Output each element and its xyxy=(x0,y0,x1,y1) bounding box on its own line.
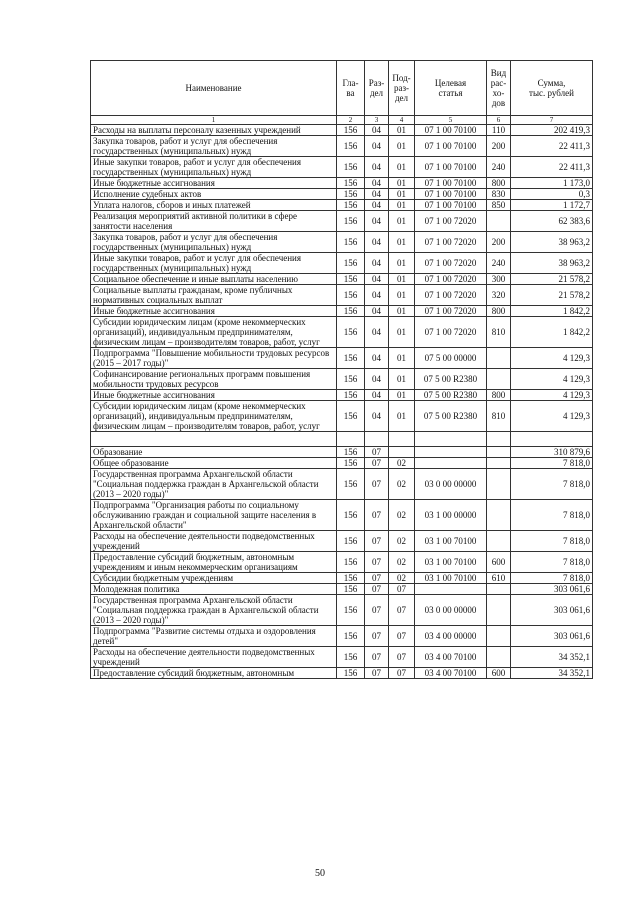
header-subsection: Под- раз- дел xyxy=(389,61,415,116)
header-name: Наименование xyxy=(91,61,337,116)
cell-chapter: 156 xyxy=(337,584,365,595)
cell-expense-type: 110 xyxy=(487,125,511,136)
cell-sum: 62 383,6 xyxy=(511,211,593,232)
cell-chapter: 156 xyxy=(337,647,365,668)
page-number: 50 xyxy=(315,868,325,879)
cell-sum: 1 172,7 xyxy=(511,200,593,211)
cell-chapter: 156 xyxy=(337,211,365,232)
cell-name: Подпрограмма "Развитие системы отдыха и оздоровления детей" xyxy=(91,626,337,647)
column-number: 1 xyxy=(91,116,337,125)
header-chapter: Гла- ва xyxy=(337,61,365,116)
cell-section: 04 xyxy=(365,211,389,232)
table-row xyxy=(91,274,593,285)
cell-target-article: 03 1 00 70100 xyxy=(415,573,487,584)
table-row xyxy=(91,390,593,401)
cell-subsection: 01 xyxy=(389,369,415,390)
cell-sum: 21 578,2 xyxy=(511,274,593,285)
cell-expense-type xyxy=(487,447,511,458)
cell-name: Исполнение судебных актов xyxy=(91,189,337,200)
cell-chapter: 156 xyxy=(337,274,365,285)
column-number-row xyxy=(91,116,593,125)
cell-sum: 7 818,0 xyxy=(511,552,593,573)
table-row xyxy=(91,595,593,626)
cell-name: Предоставление субсидий бюджетным, автономным учреждениям и иным некоммерческим организациям xyxy=(91,552,337,573)
cell-section: 04 xyxy=(365,348,389,369)
cell-target-article: 03 4 00 70100 xyxy=(415,647,487,668)
cell-expense-type xyxy=(487,500,511,531)
cell-subsection: 07 xyxy=(389,626,415,647)
table-row xyxy=(91,647,593,668)
cell-section: 04 xyxy=(365,125,389,136)
cell-name: Уплата налогов, сборов и иных платежей xyxy=(91,200,337,211)
cell-section: 04 xyxy=(365,157,389,178)
cell-sum: 1 842,2 xyxy=(511,306,593,317)
cell-expense-type: 600 xyxy=(487,668,511,679)
cell-sum: 7 818,0 xyxy=(511,458,593,469)
cell-subsection: 01 xyxy=(389,211,415,232)
cell-target-article xyxy=(415,584,487,595)
cell-sum: 34 352,1 xyxy=(511,647,593,668)
cell-expense-type: 830 xyxy=(487,189,511,200)
table-row xyxy=(91,200,593,211)
cell-subsection: 02 xyxy=(389,469,415,500)
cell-chapter: 156 xyxy=(337,401,365,432)
cell-name: Иные закупки товаров, работ и услуг для обеспечения государственных (муниципальных) нужд xyxy=(91,157,337,178)
cell-subsection: 07 xyxy=(389,584,415,595)
cell-name: Субсидии юридическим лицам (кроме некоммерческих организаций), индивидуальным предпринимателям, физическим лицам – производителям товаров, работ, услуг xyxy=(91,401,337,432)
cell-subsection xyxy=(389,447,415,458)
cell-section: 04 xyxy=(365,401,389,432)
table-row xyxy=(91,157,593,178)
cell-chapter: 156 xyxy=(337,390,365,401)
column-number: 6 xyxy=(487,116,511,125)
cell-target-article: 07 1 00 72020 xyxy=(415,317,487,348)
cell-sum: 38 963,2 xyxy=(511,232,593,253)
cell-name: Субсидии юридическим лицам (кроме некоммерческих организаций), индивидуальным предпринимателям, физическим лицам – производителям товаров, работ, услуг xyxy=(91,317,337,348)
cell-target-article: 07 5 00 00000 xyxy=(415,348,487,369)
cell-sum: 4 129,3 xyxy=(511,401,593,432)
budget-table xyxy=(90,60,593,679)
table-row xyxy=(91,552,593,573)
cell-target-article: 07 1 00 72020 xyxy=(415,232,487,253)
cell-target-article: 07 1 00 72020 xyxy=(415,211,487,232)
cell-expense-type xyxy=(487,647,511,668)
header-row xyxy=(91,61,593,116)
cell-sum: 303 061,6 xyxy=(511,584,593,595)
cell-expense-type: 240 xyxy=(487,253,511,274)
cell-section: 07 xyxy=(365,552,389,573)
cell-chapter: 156 xyxy=(337,469,365,500)
table-row xyxy=(91,447,593,458)
cell-sum: 1 173,0 xyxy=(511,178,593,189)
blank-row xyxy=(91,432,593,447)
cell-name: Общее образование xyxy=(91,458,337,469)
cell-chapter: 156 xyxy=(337,531,365,552)
cell-target-article: 07 5 00 R2380 xyxy=(415,369,487,390)
cell-chapter: 156 xyxy=(337,552,365,573)
cell-chapter: 156 xyxy=(337,232,365,253)
table-row xyxy=(91,189,593,200)
cell-name: Софинансирование региональных программ повышения мобильности трудовых ресурсов xyxy=(91,369,337,390)
header-sum: Сумма, тыс. рублей xyxy=(511,61,593,116)
cell-name: Иные закупки товаров, работ и услуг для обеспечения государственных (муниципальных) нужд xyxy=(91,253,337,274)
cell-sum: 7 818,0 xyxy=(511,531,593,552)
table-row xyxy=(91,178,593,189)
cell-expense-type xyxy=(487,369,511,390)
table-row xyxy=(91,136,593,157)
cell-section: 04 xyxy=(365,285,389,306)
cell-name: Образование xyxy=(91,447,337,458)
cell-expense-type xyxy=(487,432,511,447)
cell-target-article: 07 1 00 72020 xyxy=(415,274,487,285)
cell-target-article: 03 4 00 70100 xyxy=(415,668,487,679)
cell-section: 04 xyxy=(365,232,389,253)
cell-name: Закупка товаров, работ и услуг для обеспечения государственных (муниципальных) нужд xyxy=(91,232,337,253)
table-row xyxy=(91,401,593,432)
cell-chapter: 156 xyxy=(337,178,365,189)
table-row xyxy=(91,253,593,274)
cell-section: 04 xyxy=(365,306,389,317)
cell-subsection: 01 xyxy=(389,317,415,348)
cell-expense-type: 800 xyxy=(487,178,511,189)
cell-expense-type: 800 xyxy=(487,390,511,401)
header-expense-type: Вид рас- хо- дов xyxy=(487,61,511,116)
cell-sum: 21 578,2 xyxy=(511,285,593,306)
cell-subsection: 07 xyxy=(389,647,415,668)
cell-target-article: 07 1 00 72020 xyxy=(415,253,487,274)
cell-subsection: 07 xyxy=(389,668,415,679)
table-body xyxy=(91,125,593,679)
cell-target-article: 03 0 00 00000 xyxy=(415,595,487,626)
cell-expense-type: 240 xyxy=(487,157,511,178)
cell-target-article: 07 5 00 R2380 xyxy=(415,401,487,432)
cell-target-article: 07 1 00 72020 xyxy=(415,285,487,306)
cell-subsection: 01 xyxy=(389,136,415,157)
cell-chapter: 156 xyxy=(337,306,365,317)
table-row xyxy=(91,458,593,469)
cell-sum: 4 129,3 xyxy=(511,348,593,369)
cell-section: 07 xyxy=(365,668,389,679)
cell-sum: 202 419,3 xyxy=(511,125,593,136)
cell-name: Иные бюджетные ассигнования xyxy=(91,178,337,189)
cell-sum: 22 411,3 xyxy=(511,157,593,178)
cell-chapter xyxy=(337,432,365,447)
cell-subsection: 01 xyxy=(389,401,415,432)
cell-sum: 0,3 xyxy=(511,189,593,200)
cell-name: Молодежная политика xyxy=(91,584,337,595)
cell-target-article: 07 1 00 72020 xyxy=(415,306,487,317)
cell-chapter: 156 xyxy=(337,285,365,306)
cell-sum: 303 061,6 xyxy=(511,626,593,647)
table-row xyxy=(91,500,593,531)
cell-target-article: 07 1 00 70100 xyxy=(415,157,487,178)
cell-section xyxy=(365,432,389,447)
cell-section: 04 xyxy=(365,369,389,390)
cell-expense-type xyxy=(487,469,511,500)
cell-section: 07 xyxy=(365,469,389,500)
cell-chapter: 156 xyxy=(337,369,365,390)
cell-section: 04 xyxy=(365,200,389,211)
cell-sum: 1 842,2 xyxy=(511,317,593,348)
cell-subsection: 01 xyxy=(389,390,415,401)
cell-section: 07 xyxy=(365,531,389,552)
cell-expense-type: 810 xyxy=(487,401,511,432)
column-number: 3 xyxy=(365,116,389,125)
cell-target-article: 07 1 00 70100 xyxy=(415,136,487,157)
cell-sum: 7 818,0 xyxy=(511,469,593,500)
cell-name: Иные бюджетные ассигнования xyxy=(91,390,337,401)
cell-target-article xyxy=(415,458,487,469)
table-row xyxy=(91,348,593,369)
cell-section: 04 xyxy=(365,274,389,285)
cell-expense-type xyxy=(487,595,511,626)
cell-expense-type: 300 xyxy=(487,274,511,285)
column-number: 5 xyxy=(415,116,487,125)
cell-subsection: 01 xyxy=(389,253,415,274)
table-row xyxy=(91,306,593,317)
cell-chapter: 156 xyxy=(337,668,365,679)
cell-name: Иные бюджетные ассигнования xyxy=(91,306,337,317)
cell-name: Государственная программа Архангельской области "Социальная поддержка граждан в Архангельской области (2013 – 2020 годы)" xyxy=(91,469,337,500)
cell-subsection: 01 xyxy=(389,306,415,317)
cell-chapter: 156 xyxy=(337,136,365,157)
cell-subsection: 02 xyxy=(389,531,415,552)
cell-sum: 34 352,1 xyxy=(511,668,593,679)
cell-subsection: 02 xyxy=(389,458,415,469)
cell-section: 07 xyxy=(365,447,389,458)
table-row xyxy=(91,469,593,500)
cell-name: Расходы на выплаты персоналу казенных учреждений xyxy=(91,125,337,136)
cell-expense-type: 850 xyxy=(487,200,511,211)
cell-target-article: 03 1 00 00000 xyxy=(415,500,487,531)
table-row xyxy=(91,584,593,595)
cell-sum: 38 963,2 xyxy=(511,253,593,274)
cell-expense-type: 800 xyxy=(487,306,511,317)
cell-subsection: 01 xyxy=(389,200,415,211)
cell-subsection: 02 xyxy=(389,573,415,584)
cell-chapter: 156 xyxy=(337,253,365,274)
cell-expense-type: 610 xyxy=(487,573,511,584)
cell-chapter: 156 xyxy=(337,348,365,369)
cell-subsection: 01 xyxy=(389,157,415,178)
cell-target-article: 07 1 00 70100 xyxy=(415,189,487,200)
cell-section: 07 xyxy=(365,584,389,595)
header-target-article: Целевая статья xyxy=(415,61,487,116)
cell-sum: 4 129,3 xyxy=(511,369,593,390)
cell-name: Социальное обеспечение и иные выплаты населению xyxy=(91,274,337,285)
header-section: Раз- дел xyxy=(365,61,389,116)
cell-target-article: 03 4 00 00000 xyxy=(415,626,487,647)
cell-subsection: 01 xyxy=(389,348,415,369)
cell-chapter: 156 xyxy=(337,447,365,458)
cell-name: Государственная программа Архангельской области "Социальная поддержка граждан в Архангельской области (2013 – 2020 годы)" xyxy=(91,595,337,626)
cell-subsection: 01 xyxy=(389,232,415,253)
cell-name: Расходы на обеспечение деятельности подведомственных учреждений xyxy=(91,647,337,668)
table-row xyxy=(91,285,593,306)
cell-target-article xyxy=(415,432,487,447)
cell-name: Реализация мероприятий активной политики в сфере занятости населения xyxy=(91,211,337,232)
table-row xyxy=(91,211,593,232)
cell-expense-type xyxy=(487,531,511,552)
cell-target-article: 03 0 00 00000 xyxy=(415,469,487,500)
cell-expense-type: 200 xyxy=(487,232,511,253)
cell-expense-type: 810 xyxy=(487,317,511,348)
cell-subsection: 07 xyxy=(389,595,415,626)
column-number: 2 xyxy=(337,116,365,125)
cell-name: Расходы на обеспечение деятельности подведомственных учреждений xyxy=(91,531,337,552)
cell-name: Предоставление субсидий бюджетным, автономным xyxy=(91,668,337,679)
cell-subsection: 01 xyxy=(389,274,415,285)
cell-name: Закупка товаров, работ и услуг для обеспечения государственных (муниципальных) нужд xyxy=(91,136,337,157)
cell-sum: 22 411,3 xyxy=(511,136,593,157)
cell-sum: 310 879,6 xyxy=(511,447,593,458)
cell-section: 04 xyxy=(365,253,389,274)
cell-subsection: 02 xyxy=(389,552,415,573)
cell-subsection xyxy=(389,432,415,447)
cell-chapter: 156 xyxy=(337,500,365,531)
cell-expense-type: 200 xyxy=(487,136,511,157)
cell-section: 07 xyxy=(365,573,389,584)
cell-sum: 303 061,6 xyxy=(511,595,593,626)
column-number: 7 xyxy=(511,116,593,125)
cell-section: 04 xyxy=(365,317,389,348)
table-row xyxy=(91,531,593,552)
table-row xyxy=(91,668,593,679)
cell-target-article: 07 1 00 70100 xyxy=(415,178,487,189)
cell-target-article: 03 1 00 70100 xyxy=(415,531,487,552)
cell-name: Социальные выплаты гражданам, кроме публичных нормативных социальных выплат xyxy=(91,285,337,306)
cell-chapter: 156 xyxy=(337,595,365,626)
cell-section: 07 xyxy=(365,626,389,647)
cell-name: Субсидии бюджетным учреждениям xyxy=(91,573,337,584)
cell-expense-type: 320 xyxy=(487,285,511,306)
cell-sum xyxy=(511,432,593,447)
cell-expense-type: 600 xyxy=(487,552,511,573)
cell-expense-type xyxy=(487,348,511,369)
cell-sum: 4 129,3 xyxy=(511,390,593,401)
cell-section: 04 xyxy=(365,178,389,189)
cell-chapter: 156 xyxy=(337,189,365,200)
cell-target-article xyxy=(415,447,487,458)
table-row xyxy=(91,626,593,647)
cell-chapter: 156 xyxy=(337,200,365,211)
cell-section: 07 xyxy=(365,595,389,626)
table-row xyxy=(91,232,593,253)
cell-target-article: 07 1 00 70100 xyxy=(415,200,487,211)
cell-section: 07 xyxy=(365,647,389,668)
table-row xyxy=(91,573,593,584)
cell-subsection: 01 xyxy=(389,125,415,136)
cell-chapter: 156 xyxy=(337,125,365,136)
cell-target-article: 07 1 00 70100 xyxy=(415,125,487,136)
cell-section: 04 xyxy=(365,136,389,157)
cell-target-article: 07 5 00 R2380 xyxy=(415,390,487,401)
table-row xyxy=(91,369,593,390)
cell-expense-type xyxy=(487,458,511,469)
cell-subsection: 01 xyxy=(389,189,415,200)
cell-sum: 7 818,0 xyxy=(511,573,593,584)
cell-expense-type xyxy=(487,584,511,595)
cell-name: Подпрограмма "Повышение мобильности трудовых ресурсов (2015 – 2017 годы)" xyxy=(91,348,337,369)
cell-chapter: 156 xyxy=(337,458,365,469)
cell-name xyxy=(91,432,337,447)
column-number: 4 xyxy=(389,116,415,125)
cell-expense-type xyxy=(487,626,511,647)
cell-chapter: 156 xyxy=(337,573,365,584)
cell-target-article: 03 1 00 70100 xyxy=(415,552,487,573)
cell-subsection: 02 xyxy=(389,500,415,531)
cell-subsection: 01 xyxy=(389,178,415,189)
cell-section: 07 xyxy=(365,458,389,469)
table-row xyxy=(91,317,593,348)
cell-chapter: 156 xyxy=(337,626,365,647)
table-row xyxy=(91,125,593,136)
cell-section: 04 xyxy=(365,189,389,200)
cell-subsection: 01 xyxy=(389,285,415,306)
cell-sum: 7 818,0 xyxy=(511,500,593,531)
cell-chapter: 156 xyxy=(337,157,365,178)
cell-expense-type xyxy=(487,211,511,232)
cell-chapter: 156 xyxy=(337,317,365,348)
cell-section: 04 xyxy=(365,390,389,401)
cell-section: 07 xyxy=(365,500,389,531)
cell-name: Подпрограмма "Организация работы по социальному обслуживанию граждан и социальной защите населения в Архангельской области" xyxy=(91,500,337,531)
